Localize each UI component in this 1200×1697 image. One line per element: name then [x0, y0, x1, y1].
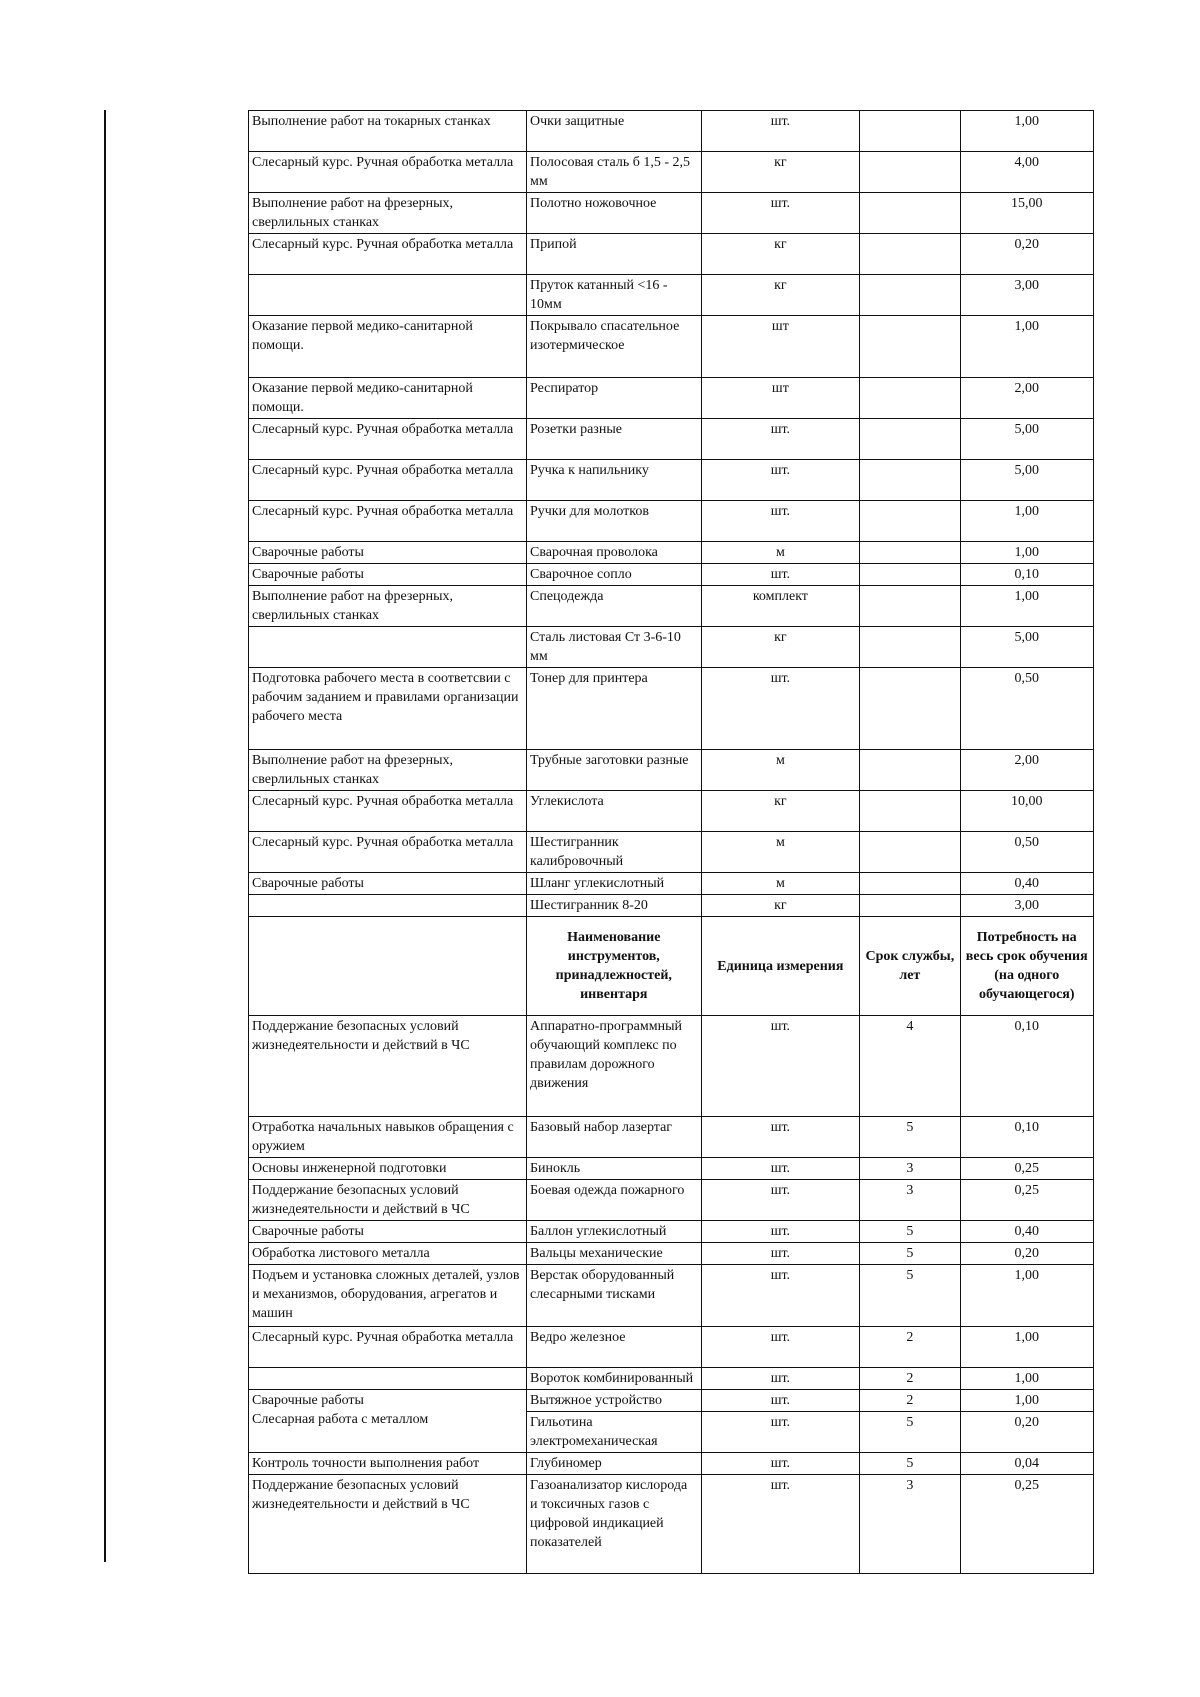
table-row: [249, 1221, 1094, 1243]
life-cell: [860, 460, 960, 501]
item-cell: Трубные заготовки разные: [526, 750, 701, 791]
item-cell: Верстак оборудованный слесарными тисками: [526, 1265, 701, 1327]
table-row: [249, 378, 1094, 419]
unit-cell: шт.: [701, 460, 860, 501]
unit-cell: шт.: [701, 1368, 860, 1390]
table-row: [249, 460, 1094, 501]
activity-cell: Слесарный курс. Ручная обработка металла: [249, 460, 527, 501]
header-life-cell: Срок службы, лет: [860, 917, 960, 1016]
item-cell: Розетки разные: [526, 419, 701, 460]
table-row: [249, 873, 1094, 895]
item-cell: Бинокль: [526, 1158, 701, 1180]
life-cell: [860, 668, 960, 750]
item-cell: Респиратор: [526, 378, 701, 419]
life-cell: 2: [860, 1390, 960, 1412]
unit-cell: шт: [701, 378, 860, 419]
item-cell: Припой: [526, 234, 701, 275]
unit-cell: шт.: [701, 419, 860, 460]
life-cell: [860, 564, 960, 586]
life-cell: 2: [860, 1327, 960, 1368]
activity-cell: Выполнение работ на фрезерных, сверлильных станках: [249, 586, 527, 627]
activity-cell: Сварочные работы: [249, 542, 527, 564]
unit-cell: кг: [701, 152, 860, 193]
item-cell: Очки защитные: [526, 111, 701, 152]
activity-cell: Слесарный курс. Ручная обработка металла: [249, 791, 527, 832]
table-row: [249, 1390, 1094, 1412]
header-item-cell: Наименование инструментов, принадлежностей, инвентаря: [526, 917, 701, 1016]
item-cell: Тонер для принтера: [526, 668, 701, 750]
table-row: [249, 750, 1094, 791]
qty-cell: 0,25: [960, 1158, 1094, 1180]
qty-cell: 0,10: [960, 1016, 1094, 1117]
table-row: [249, 275, 1094, 316]
unit-cell: шт.: [701, 1453, 860, 1475]
unit-cell: шт.: [701, 111, 860, 152]
life-cell: 3: [860, 1158, 960, 1180]
table-row: [249, 1475, 1094, 1574]
unit-cell: шт.: [701, 1180, 860, 1221]
qty-cell: 1,00: [960, 542, 1094, 564]
item-cell: Спецодежда: [526, 586, 701, 627]
table-row: [249, 832, 1094, 873]
life-cell: [860, 193, 960, 234]
activity-cell: Основы инженерной подготовки: [249, 1158, 527, 1180]
item-cell: Базовый набор лазертаг: [526, 1117, 701, 1158]
table-row: [249, 1265, 1094, 1327]
item-cell: Шестигранник калибровочный: [526, 832, 701, 873]
qty-cell: 0,20: [960, 1243, 1094, 1265]
qty-cell: 0,50: [960, 668, 1094, 750]
item-cell: Вороток комбинированный: [526, 1368, 701, 1390]
life-cell: [860, 895, 960, 917]
activity-cell: Выполнение работ на фрезерных, сверлильных станках: [249, 193, 527, 234]
life-cell: [860, 750, 960, 791]
unit-cell: шт.: [701, 1390, 860, 1412]
activity-line: Сварочные работы: [252, 1393, 364, 1408]
item-cell: Покрывало спасательное изотермическое: [526, 316, 701, 378]
table-row: [249, 152, 1094, 193]
qty-cell: 0,25: [960, 1180, 1094, 1221]
table-row: [249, 1453, 1094, 1475]
life-cell: [860, 152, 960, 193]
life-cell: 5: [860, 1243, 960, 1265]
life-cell: [860, 501, 960, 542]
activity-cell: [249, 275, 527, 316]
unit-cell: кг: [701, 791, 860, 832]
qty-cell: 0,10: [960, 564, 1094, 586]
qty-cell: 0,10: [960, 1117, 1094, 1158]
activity-cell: Сварочные работы: [249, 873, 527, 895]
item-cell: Пруток катанный <16 - 10мм: [526, 275, 701, 316]
life-cell: 5: [860, 1453, 960, 1475]
unit-cell: шт.: [701, 1221, 860, 1243]
table-row: [249, 1327, 1094, 1368]
table-row: [249, 586, 1094, 627]
unit-cell: м: [701, 750, 860, 791]
qty-cell: 1,00: [960, 501, 1094, 542]
unit-cell: шт.: [701, 1265, 860, 1327]
item-cell: Полотно ножовочное: [526, 193, 701, 234]
unit-cell: шт.: [701, 1327, 860, 1368]
table-row: [249, 234, 1094, 275]
qty-cell: 3,00: [960, 275, 1094, 316]
table-row: [249, 542, 1094, 564]
unit-cell: кг: [701, 895, 860, 917]
activity-cell: Контроль точности выполнения работ: [249, 1453, 527, 1475]
qty-cell: 1,00: [960, 1390, 1094, 1412]
unit-cell: шт.: [701, 193, 860, 234]
life-cell: [860, 275, 960, 316]
activity-line: Слесарная работа с металлом: [252, 1412, 429, 1427]
table-row: [249, 501, 1094, 542]
table-row: [249, 1117, 1094, 1158]
unit-cell: шт.: [701, 1158, 860, 1180]
life-cell: 5: [860, 1412, 960, 1453]
life-cell: 5: [860, 1221, 960, 1243]
unit-cell: кг: [701, 234, 860, 275]
life-cell: [860, 378, 960, 419]
header-unit-cell: Единица измерения: [701, 917, 860, 1016]
qty-cell: 4,00: [960, 152, 1094, 193]
activity-cell: Обработка листового металла: [249, 1243, 527, 1265]
item-cell: Боевая одежда пожарного: [526, 1180, 701, 1221]
table-row: [249, 668, 1094, 750]
life-cell: [860, 316, 960, 378]
activity-cell: [249, 627, 527, 668]
item-cell: Сварочная проволока: [526, 542, 701, 564]
unit-cell: шт.: [701, 1475, 860, 1574]
qty-cell: 1,00: [960, 586, 1094, 627]
table-row: [249, 111, 1094, 152]
activity-cell: [249, 1368, 527, 1390]
table-row: [249, 419, 1094, 460]
qty-cell: 1,00: [960, 1265, 1094, 1327]
unit-cell: кг: [701, 627, 860, 668]
activity-cell: Слесарный курс. Ручная обработка металла: [249, 419, 527, 460]
item-cell: Аппаратно-программный обучающий комплекс по правилам дорожного движения: [526, 1016, 701, 1117]
equipment-table: [248, 110, 1094, 1574]
item-cell: Полосовая сталь б 1,5 - 2,5 мм: [526, 152, 701, 193]
activity-cell: Подъем и установка сложных деталей, узлов и механизмов, оборудования, агрегатов и машин: [249, 1265, 527, 1327]
qty-cell: 0,50: [960, 832, 1094, 873]
life-cell: [860, 873, 960, 895]
qty-cell: 0,20: [960, 1412, 1094, 1453]
activity-cell: [249, 895, 527, 917]
qty-cell: 0,40: [960, 873, 1094, 895]
life-cell: [860, 791, 960, 832]
unit-cell: м: [701, 832, 860, 873]
item-cell: Ручка к напильнику: [526, 460, 701, 501]
activity-cell: Поддержание безопасных условий жизнедеятельности и действий в ЧС: [249, 1475, 527, 1574]
item-cell: Ручки для молотков: [526, 501, 701, 542]
table-row: [249, 193, 1094, 234]
activity-cell: Подготовка рабочего места в соответсвии с рабочим заданием и правилами организации рабочего места: [249, 668, 527, 750]
item-cell: Шестигранник 8-20: [526, 895, 701, 917]
life-cell: 5: [860, 1117, 960, 1158]
item-cell: Ведро железное: [526, 1327, 701, 1368]
qty-cell: 10,00: [960, 791, 1094, 832]
item-cell: Сварочное сопло: [526, 564, 701, 586]
table-row: [249, 564, 1094, 586]
table-row: [249, 627, 1094, 668]
unit-cell: м: [701, 542, 860, 564]
unit-cell: шт: [701, 316, 860, 378]
table-row: [249, 791, 1094, 832]
activity-cell: Поддержание безопасных условий жизнедеятельности и действий в ЧС: [249, 1016, 527, 1117]
item-cell: Сталь листовая Ст 3-6-10 мм: [526, 627, 701, 668]
item-cell: Вальцы механические: [526, 1243, 701, 1265]
life-cell: 4: [860, 1016, 960, 1117]
item-cell: Гильотина электромеханическая: [526, 1412, 701, 1453]
unit-cell: шт.: [701, 1412, 860, 1453]
unit-cell: шт.: [701, 1243, 860, 1265]
life-cell: [860, 234, 960, 275]
item-cell: Шланг углекислотный: [526, 873, 701, 895]
table-row: [249, 316, 1094, 378]
table-row: [249, 895, 1094, 917]
life-cell: [860, 627, 960, 668]
header-activity-cell: [249, 917, 527, 1016]
qty-cell: 15,00: [960, 193, 1094, 234]
qty-cell: 2,00: [960, 378, 1094, 419]
qty-cell: 2,00: [960, 750, 1094, 791]
life-cell: [860, 586, 960, 627]
activity-cell: Оказание первой медико-санитарной помощи.: [249, 316, 527, 378]
item-cell: Глубиномер: [526, 1453, 701, 1475]
activity-cell: Слесарный курс. Ручная обработка металла: [249, 832, 527, 873]
life-cell: 5: [860, 1265, 960, 1327]
life-cell: [860, 419, 960, 460]
unit-cell: кг: [701, 275, 860, 316]
life-cell: [860, 832, 960, 873]
qty-cell: 0,20: [960, 234, 1094, 275]
qty-cell: 5,00: [960, 419, 1094, 460]
header-qty-cell: Потребность на весь срок обучения (на одного обучающегося): [960, 917, 1094, 1016]
item-cell: Баллон углекислотный: [526, 1221, 701, 1243]
table-row: [249, 1368, 1094, 1390]
unit-cell: шт.: [701, 668, 860, 750]
life-cell: [860, 542, 960, 564]
activity-cell: Поддержание безопасных условий жизнедеятельности и действий в ЧС: [249, 1180, 527, 1221]
table-row: [249, 1243, 1094, 1265]
item-cell: Вытяжное устройство: [526, 1390, 701, 1412]
qty-cell: 0,40: [960, 1221, 1094, 1243]
activity-cell: Сварочные работы: [249, 564, 527, 586]
activity-cell: Слесарный курс. Ручная обработка металла: [249, 1327, 527, 1368]
activity-cell: [249, 1390, 527, 1453]
activity-cell: Выполнение работ на токарных станках: [249, 111, 527, 152]
unit-cell: шт.: [701, 1016, 860, 1117]
life-cell: [860, 111, 960, 152]
unit-cell: комплект: [701, 586, 860, 627]
qty-cell: 3,00: [960, 895, 1094, 917]
table-row: [249, 1016, 1094, 1117]
qty-cell: 1,00: [960, 1327, 1094, 1368]
table-header-row: [249, 917, 1094, 1016]
activity-cell: Отработка начальных навыков обращения с оружием: [249, 1117, 527, 1158]
qty-cell: 1,00: [960, 316, 1094, 378]
unit-cell: шт.: [701, 501, 860, 542]
qty-cell: 1,00: [960, 111, 1094, 152]
life-cell: 3: [860, 1180, 960, 1221]
activity-cell: Выполнение работ на фрезерных, сверлильных станках: [249, 750, 527, 791]
left-margin-line: [104, 110, 106, 1562]
qty-cell: 5,00: [960, 627, 1094, 668]
qty-cell: 5,00: [960, 460, 1094, 501]
life-cell: 3: [860, 1475, 960, 1574]
unit-cell: шт.: [701, 1117, 860, 1158]
unit-cell: м: [701, 873, 860, 895]
activity-cell: Слесарный курс. Ручная обработка металла: [249, 234, 527, 275]
activity-cell: Слесарный курс. Ручная обработка металла: [249, 501, 527, 542]
activity-cell: Сварочные работы: [249, 1221, 527, 1243]
activity-cell: Слесарный курс. Ручная обработка металла: [249, 152, 527, 193]
qty-cell: 0,25: [960, 1475, 1094, 1574]
table-row: [249, 1180, 1094, 1221]
qty-cell: 1,00: [960, 1368, 1094, 1390]
qty-cell: 0,04: [960, 1453, 1094, 1475]
unit-cell: шт.: [701, 564, 860, 586]
item-cell: Углекислота: [526, 791, 701, 832]
item-cell: Газоанализатор кислорода и токсичных газов с цифровой индикацией показателей: [526, 1475, 701, 1574]
activity-cell: Оказание первой медико-санитарной помощи.: [249, 378, 527, 419]
life-cell: 2: [860, 1368, 960, 1390]
table-row: [249, 1158, 1094, 1180]
